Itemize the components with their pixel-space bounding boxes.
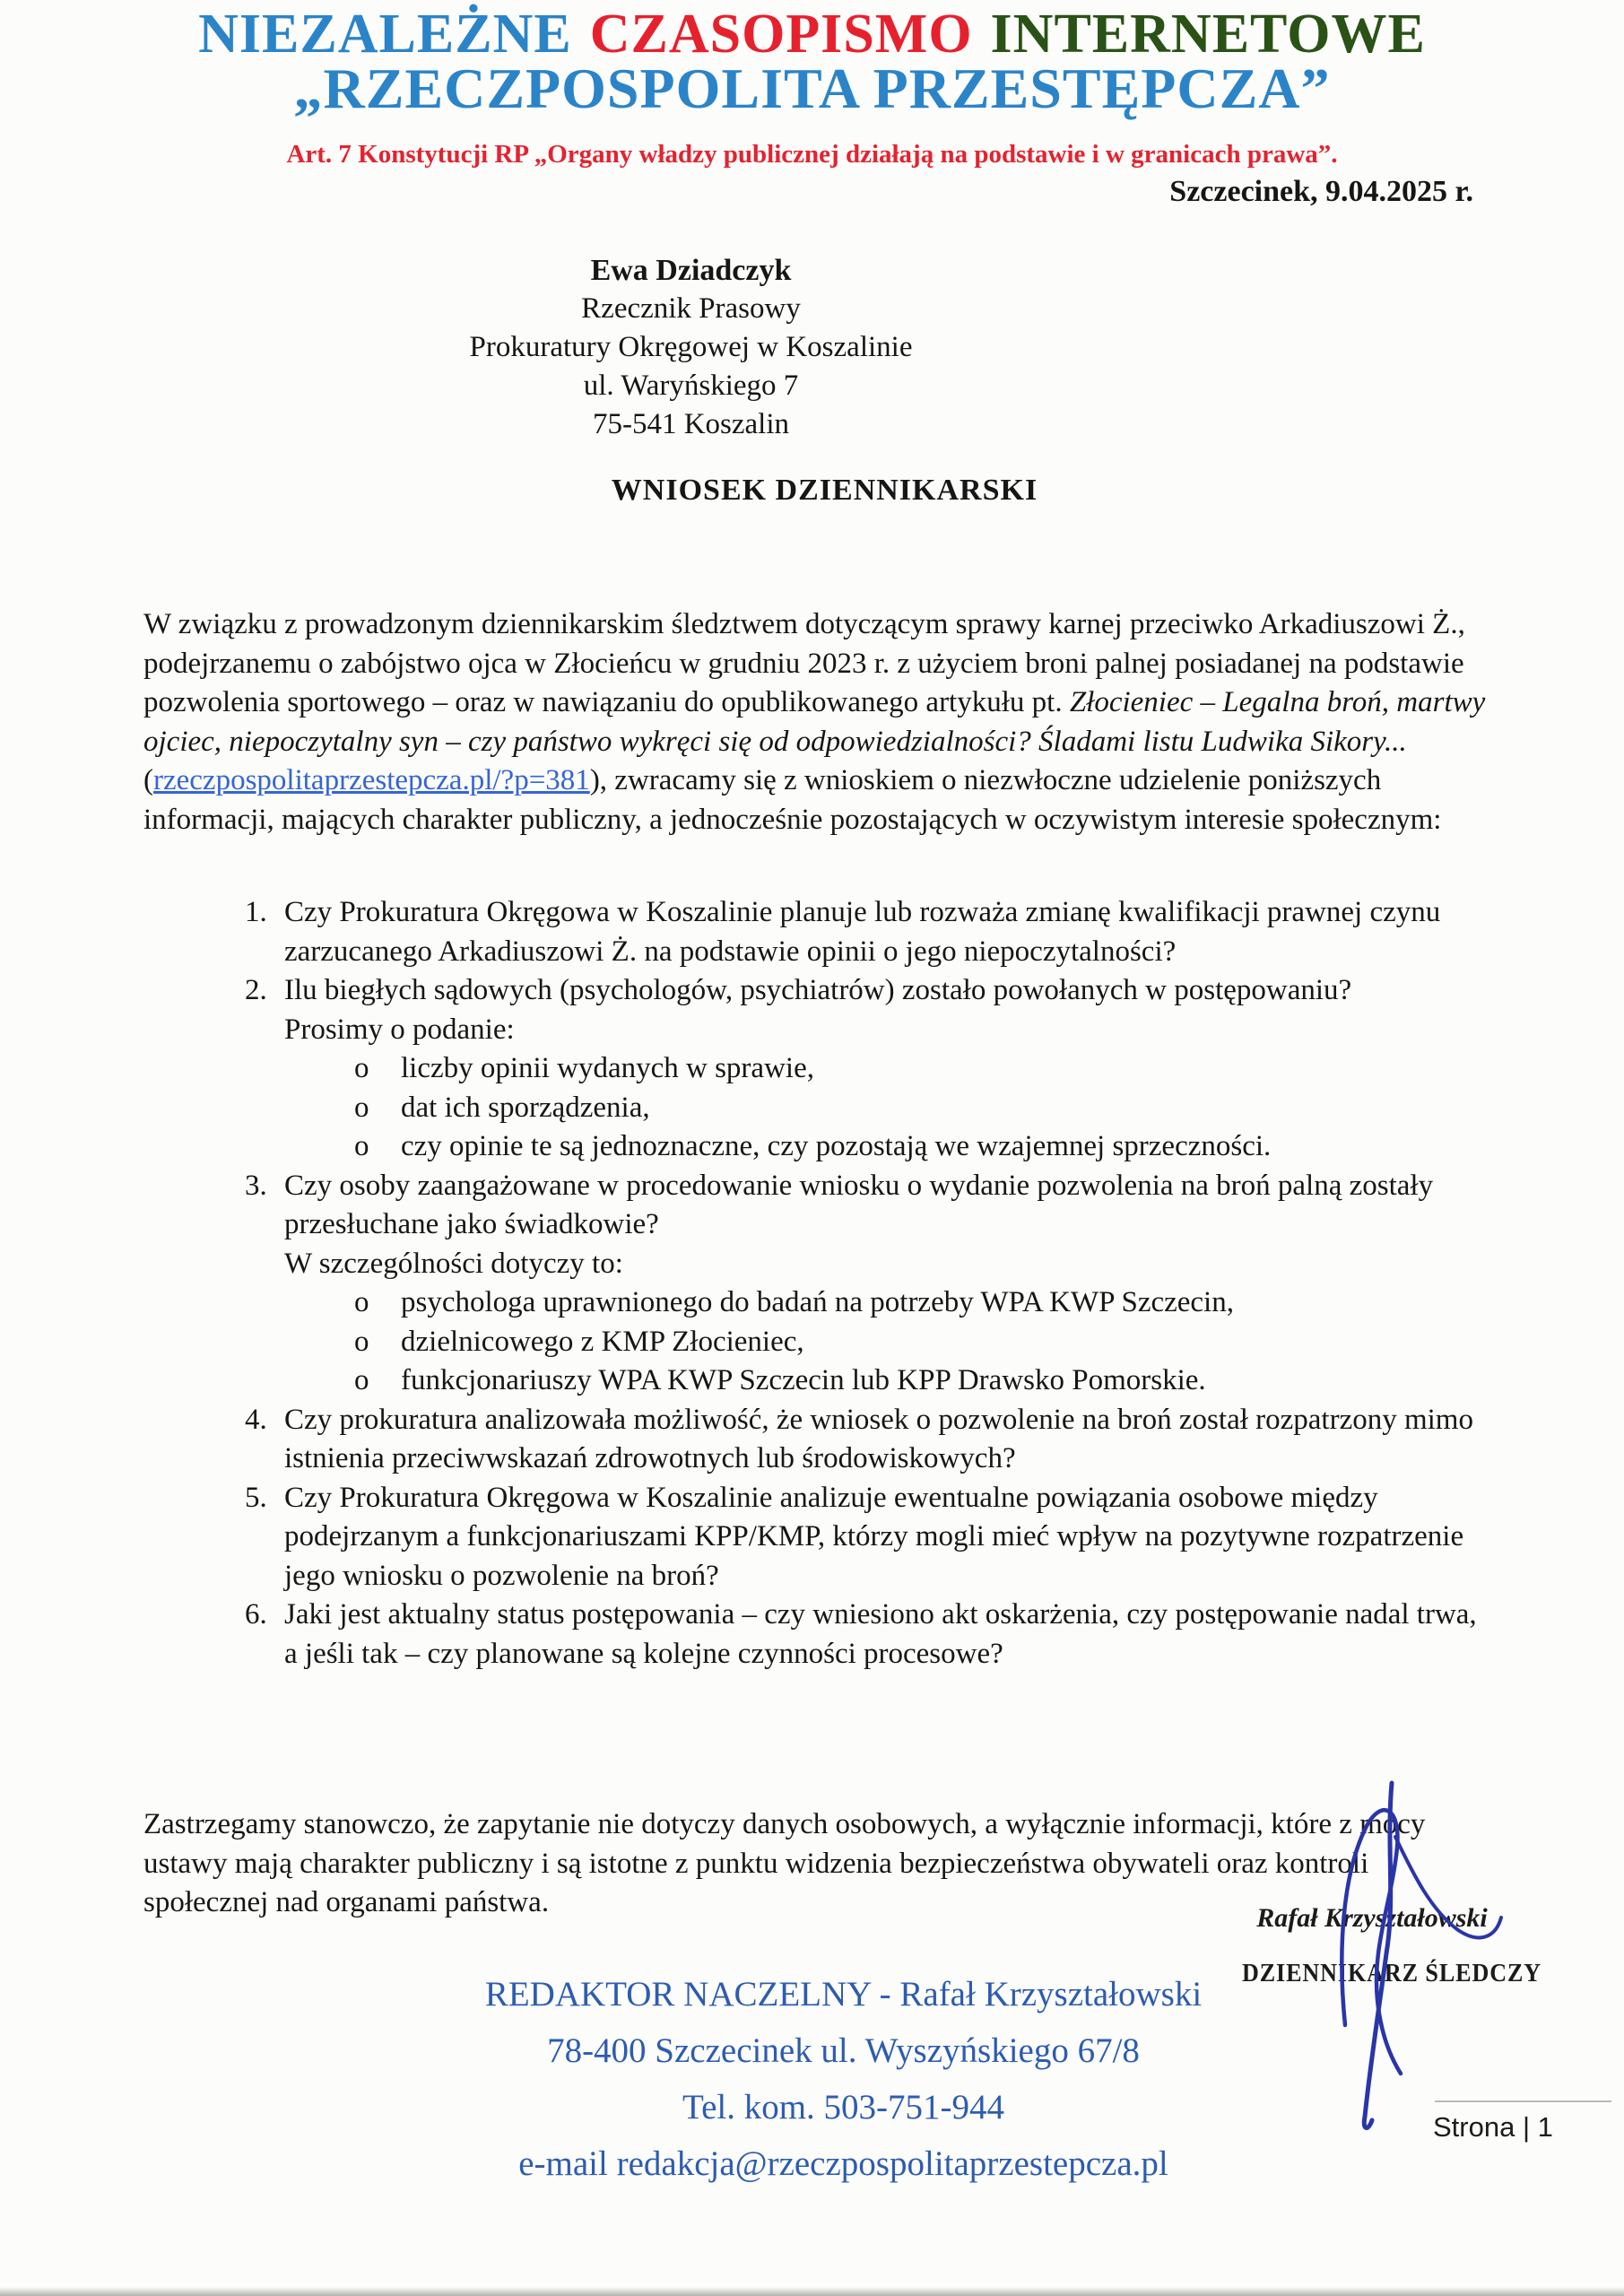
question-item	[245, 971, 1500, 1011]
masthead-word: INTERNETOWE	[990, 4, 1426, 65]
intro-text: (	[143, 764, 153, 796]
question-number: 4.	[245, 1403, 267, 1436]
question-item	[245, 1479, 1500, 1596]
question-number: 3.	[245, 1169, 267, 1202]
recipient-line: ul. Waryńskiego 7	[583, 370, 799, 402]
bullet-marker: o	[354, 1286, 369, 1318]
question-number: 1.	[245, 896, 267, 928]
intro-paragraph	[143, 605, 1489, 839]
recipient-lines	[0, 290, 1503, 444]
footer-contact-block	[31, 1966, 1624, 2192]
bullet-marker: o	[354, 1130, 369, 1162]
recipient-line: 75-541 Koszalin	[592, 408, 790, 440]
sub-bullet-item	[354, 1361, 1500, 1401]
question-item	[245, 1401, 1500, 1479]
page-number-rule	[1435, 2100, 1611, 2102]
sub-bullet-text: psychologa uprawnionego do badań na potrzeby WPA KWP Szczecin,	[401, 1286, 1234, 1318]
sub-bullet-item	[354, 1283, 1500, 1323]
scan-bottom-edge	[0, 2287, 1624, 2296]
bullet-marker: o	[354, 1364, 369, 1396]
recipient-name: Ewa Dziadczyk	[590, 254, 792, 287]
sub-bullet-text: funkcjonariuszy WPA KWP Szczecin lub KPP Drawsko Pomorskie.	[401, 1364, 1206, 1396]
question-item	[245, 1167, 1500, 1245]
sub-bullet-item	[354, 1089, 1500, 1128]
article-title-italic: Złocieniec – Legalna broń, martwy ojciec, niepoczytalny syn – czy państwo wykręci się od odpowiedzialności? Śladami listu Ludwika Sikory...	[143, 686, 1486, 758]
stamp-journalist-name: Rafał Krzyształowski	[1256, 1903, 1488, 1933]
recipient-line: Prokuratury Okręgowej w Koszalinie	[469, 331, 913, 363]
recipient-line: Rzecznik Prasowy	[581, 292, 801, 325]
sub-bullet-text: dat ich sporządzenia,	[401, 1091, 650, 1124]
question-text: Czy osoby zaangażowane w procedowanie wniosku o wydanie pozwolenia na broń palną zostały przesłuchane jako świadkowie?	[284, 1169, 1434, 1240]
bullet-marker: o	[354, 1325, 369, 1358]
stamp-journalist-role: DZIENNIKARZ ŚLEDCZY	[1242, 1959, 1541, 1987]
footer-line: REDAKTOR NACZELNY - Rafał Krzyształowski	[484, 1975, 1203, 2013]
closing-paragraph: Zastrzegamy stanowczo, że zapytanie nie dotyczy danych osobowych, a wyłącznie informacji, które z mocy ustawy mają charakter publiczny i są istotne z punktu widzenia bezpieczeństwa obywateli oraz kontroli społecznej nad organami państwa.	[143, 1808, 1426, 1918]
recipient-block	[0, 251, 1503, 444]
question-text: Jaki jest aktualny status postępowania – czy wniesiono akt oskarżenia, czy postępowanie nadal trwa, a jeśli tak – czy planowane są kolejne czynności procesowe?	[284, 1598, 1477, 1670]
question-number: 2.	[245, 974, 267, 1006]
question-followup: Prosimy o podanie:	[284, 1013, 515, 1046]
masthead-subtitle: Art. 7 Konstytucji RP „Organy władzy publicznej działają na podstawie i w granicach prawa”.	[286, 140, 1338, 169]
question-number: 5.	[245, 1481, 267, 1514]
footer-line: Tel. kom. 503-751-944	[682, 2088, 1005, 2126]
question-number: 6.	[245, 1598, 267, 1631]
sub-bullet-item	[354, 1323, 1500, 1362]
question-item	[245, 1596, 1500, 1674]
intro-text: ), zwracamy się z wnioskiem o niezwłoczne udzielenie poniższych informacji, mających charakter publiczny, a jednocześnie pozostających w oczywistym interesie społecznym:	[143, 764, 1442, 836]
footer-line: 78-400 Szczecinek ul. Wyszyńskiego 67/8	[547, 2031, 1140, 2070]
masthead-word: NIEZALEŻNE	[198, 4, 572, 65]
bullet-marker: o	[354, 1052, 369, 1084]
sub-bullet-text: czy opinie te są jednoznaczne, czy pozostają we wzajemnej sprzeczności.	[401, 1130, 1272, 1162]
question-text: Czy prokuratura analizowała możliwość, że wniosek o pozwolenie na broń został rozpatrzony mimo istnienia przeciwwskazań zdrowotnych lub środowiskowych?	[284, 1403, 1473, 1474]
masthead-word: CZASOPISMO	[589, 4, 973, 65]
sub-bullet-text: dzielnicowego z KMP Złocieniec,	[401, 1325, 804, 1358]
bullet-marker: o	[354, 1091, 369, 1124]
sub-bullet-item	[354, 1049, 1500, 1089]
masthead-title-line2: „RZECZPOSPOLITA PRZESTĘPCZA”	[293, 57, 1331, 120]
question-text: Czy Prokuratura Okręgowa w Koszalinie planuje lub rozważa zmianę kwalifikacji prawnej czynu zarzucanego Arkadiuszowi Ż. na podstawie opinii o jego niepoczytalności?	[284, 896, 1441, 968]
question-followup: W szczególności dotyczy to:	[284, 1247, 623, 1280]
sub-bullet-text: liczby opinii wydanych w sprawie,	[401, 1052, 814, 1084]
question-item	[245, 893, 1500, 971]
article-url-link[interactable]: rzeczpospolitaprzestepcza.pl/?p=381	[153, 764, 590, 796]
questions-list	[245, 893, 1500, 1674]
question-text: Ilu biegłych sądowych (psychologów, psychiatrów) zostało powołanych w postępowaniu?	[284, 974, 1352, 1006]
intro-text: W związku z prowadzonym dziennikarskim śledztwem dotyczącym sprawy karnej przeciwko Arkadiuszowi Ż., podejrzanemu o zabójstwo ojca w Złocieńcu w grudniu 2023 r. z użyciem broni palnej posiadanej na podstawie pozwolenia sportowego – oraz w nawiązaniu do opublikowanego artykułu pt.	[143, 608, 1465, 718]
footer-line: e-mail redakcja@rzeczpospolitaprzestepcza.pl	[518, 2144, 1168, 2183]
page-number: Strona | 1	[1433, 2111, 1553, 2143]
sub-bullet-item	[354, 1127, 1500, 1167]
question-text: Czy Prokuratura Okręgowa w Koszalinie analizuje ewentualne powiązania osobowe między podejrzanym a funkcjonariuszami KPP/KMP, którzy mogli mieć wpływ na pozytywne rozpatrzenie jego wniosku o pozwolenie na broń?	[284, 1481, 1464, 1592]
dateline: Szczecinek, 9.04.2025 r.	[1169, 175, 1473, 208]
document-title: WNIOSEK DZIENNIKARSKI	[611, 474, 1038, 507]
